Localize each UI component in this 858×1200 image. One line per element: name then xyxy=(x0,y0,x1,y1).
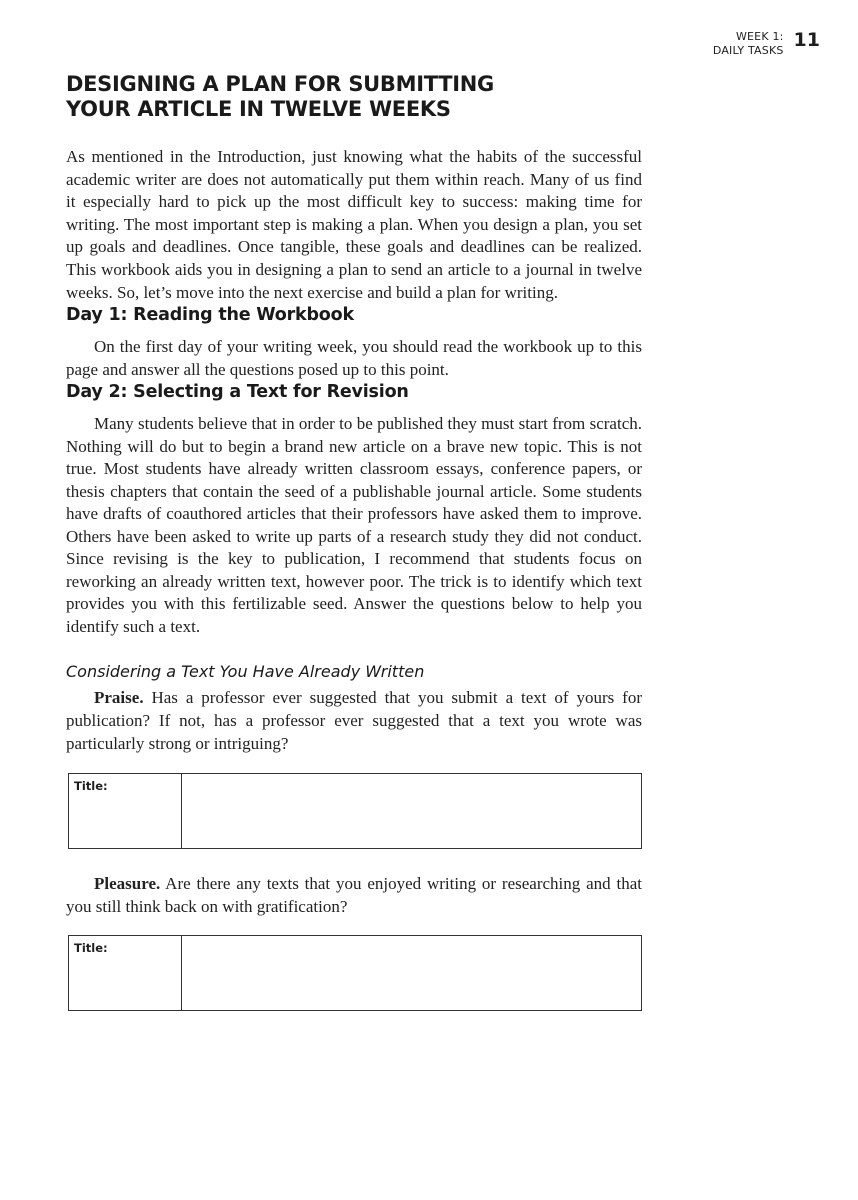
pleasure-paragraph xyxy=(66,873,642,918)
day2-paragraph: Many students believe that in order to be published they must start from scratch. Nothing will do but to begin a brand new article on a brave new topic. This is not true. Most students have already written classroom essays, conference papers, or thesis chapters that contain the seed of a publishable journal article. Some students have drafts of coauthored articles that their professors have asked them to improve. Others have been asked to write up parts of a research study they did not conduct. Since revising is the key to publication, I recommend that students focus on reworking an already written text, however poor. The trick is to identify which text provides you with this fertilizable seed. Answer the questions below to help you identify such a text. xyxy=(66,414,642,636)
intro-paragraph: As mentioned in the Introduction, just knowing what the habits of the successful academic writer are does not automatically put them within reach. Many of us find it especially hard to pick up the most difficult key to success: making time for writing. The most important step is making a plan. When you design a plan, you set up goals and deadlines. Once tangible, these goals and deadlines can be realized. This workbook aids you in designing a plan to send an article to a journal in twelve weeks. So, let’s move into the next exercise and build a plan for writing. xyxy=(66,147,642,302)
pleasure-title-label: Title: xyxy=(69,936,182,1010)
praise-label: Praise. xyxy=(94,688,144,708)
day1-paragraph: On the first day of your writing week, you should read the workbook up to this page and answer all the questions posed up to this point. xyxy=(66,337,642,379)
running-head xyxy=(713,30,820,58)
page-title-line1: DESIGNING A PLAN FOR SUBMITTING xyxy=(66,72,494,96)
praise-title-entry[interactable] xyxy=(182,774,641,848)
pleasure-text: Are there any texts that you enjoyed writing or researching and that you still think back on with gratification? xyxy=(66,874,642,916)
page-number: 11 xyxy=(793,29,820,51)
running-head-section: WEEK 1: xyxy=(735,30,784,43)
day2-heading: Day 2: Selecting a Text for Revision xyxy=(66,382,409,403)
pleasure-label: Pleasure. xyxy=(94,874,161,894)
day1-heading: Day 1: Reading the Workbook xyxy=(66,305,354,326)
running-head-subsection: DAILY TASKS xyxy=(712,44,784,57)
page-title-line2: YOUR ARTICLE IN TWELVE WEEKS xyxy=(66,97,451,121)
praise-text: Has a professor ever suggested that you submit a text of yours for publication? If not, has a professor ever suggested that a text you wrote was particularly strong or intriguing? xyxy=(66,688,642,753)
page-content xyxy=(66,72,642,1011)
praise-paragraph xyxy=(66,687,642,755)
pleasure-title-entry[interactable] xyxy=(182,936,641,1010)
running-head-text xyxy=(713,30,784,58)
pleasure-title-box xyxy=(68,935,642,1011)
praise-title-box xyxy=(68,773,642,849)
considering-heading: Considering a Text You Have Already Written xyxy=(66,662,425,682)
praise-title-label: Title: xyxy=(69,774,182,848)
page-title xyxy=(66,72,642,122)
